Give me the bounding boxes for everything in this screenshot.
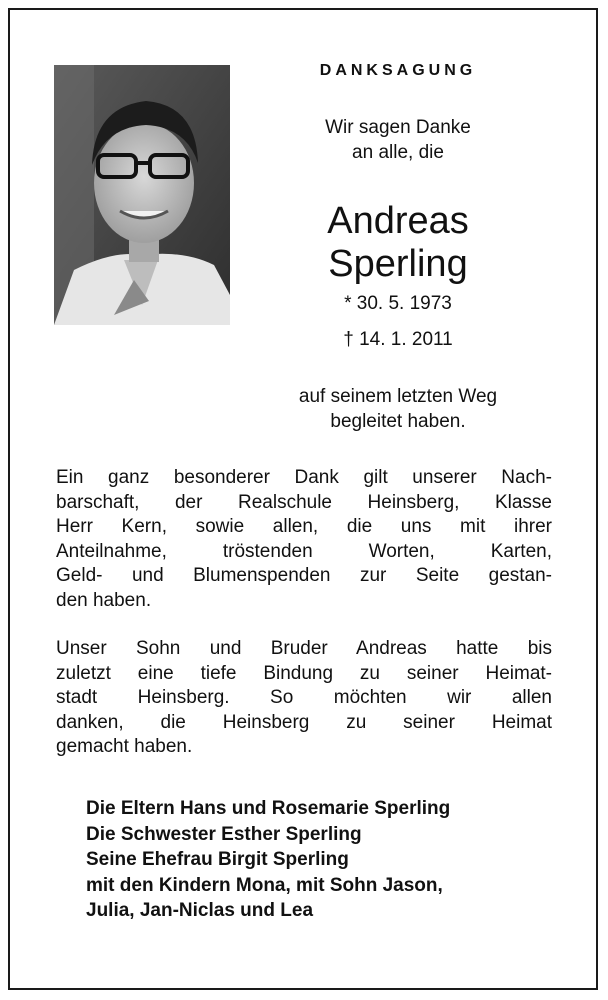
death-date: † 14. 1. 2011 bbox=[343, 329, 453, 350]
paragraph-line: danken, die Heinsberg zu seiner Heimat bbox=[56, 711, 552, 733]
deceased-name bbox=[246, 200, 550, 286]
last-name: Sperling bbox=[328, 243, 468, 285]
intro-line: Wir sagen Danke bbox=[325, 117, 471, 138]
paragraph-line: gemacht haben. bbox=[56, 736, 193, 757]
paragraph-line: den haben. bbox=[56, 589, 152, 611]
signature-line: mit den Kindern Mona, mit Sohn Jason, bbox=[86, 874, 443, 896]
intro-text bbox=[246, 115, 550, 165]
outro-line: begleitet haben. bbox=[330, 411, 466, 432]
paragraph-line: barschaft, der Realschule Heinsberg, Klasse bbox=[56, 491, 552, 513]
paragraph-line: Herr Kern, sowie allen, die uns mit ihrer bbox=[56, 516, 552, 537]
son-paragraph bbox=[56, 637, 552, 760]
signature-block bbox=[86, 796, 450, 924]
portrait-photo bbox=[54, 65, 230, 325]
outro-text bbox=[246, 384, 550, 434]
intro-line: an alle, die bbox=[352, 142, 444, 163]
birth-date: * 30. 5. 1973 bbox=[344, 293, 452, 314]
paragraph-line: Geld- und Blumenspenden zur Seite gestan- bbox=[56, 565, 552, 586]
paragraph-line: Unser Sohn und Bruder Andreas hatte bis bbox=[56, 638, 552, 659]
paragraph-line: Ein ganz besonderer Dank gilt unserer Nach- bbox=[56, 467, 552, 488]
heading: DANKSAGUNG bbox=[319, 62, 477, 79]
signature-line: Die Schwester Esther Sperling bbox=[86, 823, 362, 845]
paragraph-line: stadt Heinsberg. So möchten wir allen bbox=[56, 687, 552, 708]
thanks-paragraph bbox=[56, 466, 552, 613]
signature-line: Die Eltern Hans und Rosemarie Sperling bbox=[86, 798, 451, 819]
paragraph-line: Anteilnahme, tröstenden Worten, Karten, bbox=[56, 540, 552, 562]
outro-line: auf seinem letzten Weg bbox=[298, 386, 498, 407]
first-name: Andreas bbox=[327, 200, 469, 242]
signature-line: Julia, Jan-Niclas und Lea bbox=[86, 900, 314, 921]
paragraph-line: zuletzt eine tiefe Bindung zu seiner Heimat- bbox=[56, 662, 552, 684]
signature-line: Seine Ehefrau Birgit Sperling bbox=[86, 849, 349, 870]
